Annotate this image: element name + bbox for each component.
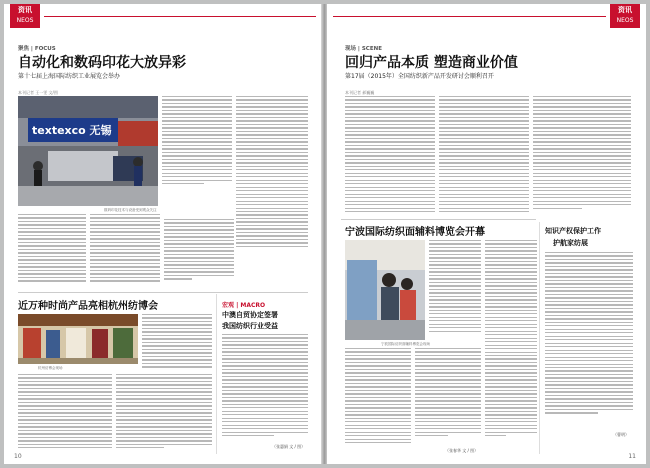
article-column <box>415 348 481 448</box>
box-section-label: 宏观 | MACRO <box>222 302 266 309</box>
page-number: 10 <box>14 453 22 460</box>
tab-label: 资讯 <box>18 6 32 14</box>
booth-sign: textexco 无锡 <box>32 124 112 137</box>
fair-photo-caption: 杭州纺博会现场 <box>38 366 63 370</box>
article2-headline: 宁波国际纺织面辅料博览会开幕 <box>345 227 485 238</box>
author-credit: （张春华 文 / 图） <box>445 448 479 453</box>
tab-label-en: NEOS <box>616 17 634 24</box>
article-column <box>439 96 529 216</box>
photo-caption: 数码印花技术与设备受到观众关注 <box>104 208 157 212</box>
article-column <box>18 374 112 454</box>
article-column <box>429 240 481 340</box>
article-column <box>162 96 232 216</box>
article-column <box>18 214 86 286</box>
article-column <box>345 96 435 216</box>
page-number: 11 <box>628 453 636 460</box>
article-column <box>533 96 631 214</box>
article-column <box>164 219 234 286</box>
section-label: 聚焦 | FOCUS <box>18 46 56 52</box>
fair-photo-caption: 宁波国际纺织面辅料博览会现场 <box>381 342 430 346</box>
left-page <box>4 4 322 464</box>
divider <box>18 292 308 293</box>
fair-photo <box>345 240 425 340</box>
headline: 回归产品本质 塑造商业价值 <box>345 55 518 71</box>
byline: 本刊记者 郝巍巍 <box>345 90 375 95</box>
side-author-credit: （曹明） <box>613 432 629 437</box>
article-column <box>236 96 308 296</box>
tab-label-en: NEOS <box>16 17 34 24</box>
header-rule <box>44 16 316 17</box>
article-column <box>345 348 411 454</box>
tab-label: 资讯 <box>618 6 632 14</box>
news-tab <box>10 4 40 28</box>
box-headline-line1: 中澳自贸协定签署 <box>222 311 278 319</box>
fair-photo <box>18 314 138 364</box>
headline: 自动化和数码印花大放异彩 <box>18 55 186 71</box>
column-divider <box>539 222 540 454</box>
subhead: 第17届（2015年）全国纺织新产品开发研讨会顺利召开 <box>345 73 494 80</box>
article2-headline: 近万种时尚产品亮相杭州纺博会 <box>18 301 158 312</box>
article-column <box>116 374 212 454</box>
article-column <box>485 240 537 454</box>
expo-photo <box>18 96 158 206</box>
byline: 本刊记者 王一雯 文/图 <box>18 90 58 95</box>
subhead: 第十七届上海国际纺织工业展览会举办 <box>18 73 121 80</box>
right-page <box>327 4 646 464</box>
divider <box>341 219 536 220</box>
article-column <box>142 314 212 372</box>
news-tab <box>610 4 640 28</box>
article-column <box>545 252 633 430</box>
side-headline-line1: 知识产权保护工作 <box>545 227 601 235</box>
fair-photo-art <box>345 240 425 340</box>
section-label: 现场 | SCENE <box>345 46 382 52</box>
article-column <box>222 334 308 444</box>
header-rule <box>333 16 606 17</box>
author-credit: （张惠娟 文 / 图） <box>272 444 306 449</box>
box-headline-line2: 我国纺织行业受益 <box>222 322 278 330</box>
expo-photo-art <box>18 96 158 206</box>
fair-photo-art <box>18 314 138 364</box>
side-headline-line2: 护航家纺展 <box>553 239 588 247</box>
article-column <box>90 214 160 286</box>
column-divider <box>216 294 217 454</box>
